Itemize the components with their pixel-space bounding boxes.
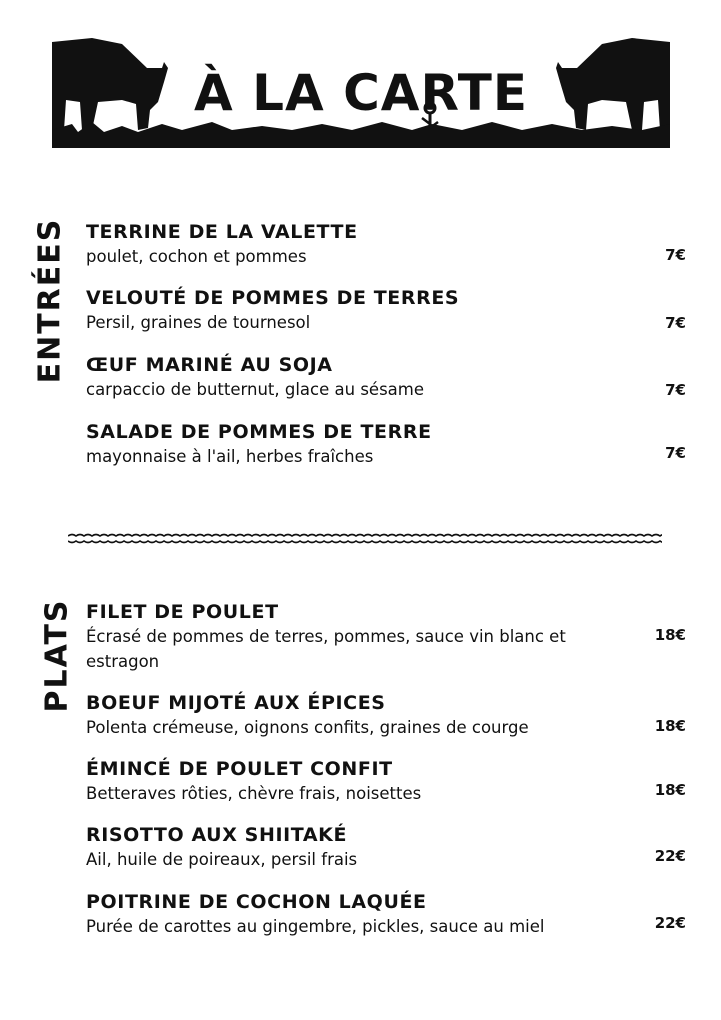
item-price: 7€ (665, 381, 686, 399)
menu-item (86, 286, 686, 335)
item-price: 22€ (654, 914, 686, 932)
item-name: POITRINE DE COCHON LAQUÉE (86, 891, 427, 913)
header-banner (52, 38, 670, 148)
item-price: 18€ (654, 781, 686, 799)
menu-item (86, 890, 686, 939)
item-description: Purée de carottes au gingembre, pickles, sauce au miel (86, 917, 545, 936)
menu-item (86, 420, 686, 469)
item-name: FILET DE POULET (86, 601, 279, 623)
section-label-entrees: ENTRÉES (32, 217, 68, 384)
item-name: BOEUF MIJOTÉ AUX ÉPICES (86, 692, 386, 714)
item-description: Persil, graines de tournesol (86, 313, 311, 332)
item-price: 18€ (654, 626, 686, 644)
wavy-divider (68, 530, 662, 548)
item-description: poulet, cochon et pommes (86, 247, 307, 266)
item-description: Ail, huile de poireaux, persil frais (86, 850, 358, 869)
item-price: 18€ (654, 717, 686, 735)
menu-item (86, 823, 686, 872)
menu-item (86, 353, 686, 402)
item-price: 7€ (665, 444, 686, 462)
menu-item (86, 600, 686, 674)
item-description: carpaccio de butternut, glace au sésame (86, 380, 425, 399)
item-name: ŒUF MARINÉ AU SOJA (86, 354, 333, 376)
item-name: ÉMINCÉ DE POULET CONFIT (86, 758, 393, 780)
item-price: 22€ (654, 847, 686, 865)
item-description: Betteraves rôties, chèvre frais, noisettes (86, 784, 422, 803)
item-description: Polenta crémeuse, oignons confits, graines de courge (86, 718, 529, 737)
item-price: 7€ (665, 314, 686, 332)
item-name: SALADE DE POMMES DE TERRE (86, 421, 432, 443)
item-name: TERRINE DE LA VALETTE (86, 221, 358, 243)
item-name: VELOUTÉ DE POMMES DE TERRES (86, 287, 460, 309)
menu-item (86, 220, 686, 269)
item-name: RISOTTO AUX SHIITAKÉ (86, 824, 348, 846)
menu-item (86, 757, 686, 806)
item-description: mayonnaise à l'ail, herbes fraîches (86, 447, 374, 466)
section-label-plats: PLATS (39, 598, 75, 713)
menu-title: À LA CARTE (194, 64, 528, 122)
menu-item (86, 691, 686, 740)
item-price: 7€ (665, 246, 686, 264)
item-description: Écrasé de pommes de terres, pommes, sauce vin blanc et estragon (86, 627, 566, 671)
